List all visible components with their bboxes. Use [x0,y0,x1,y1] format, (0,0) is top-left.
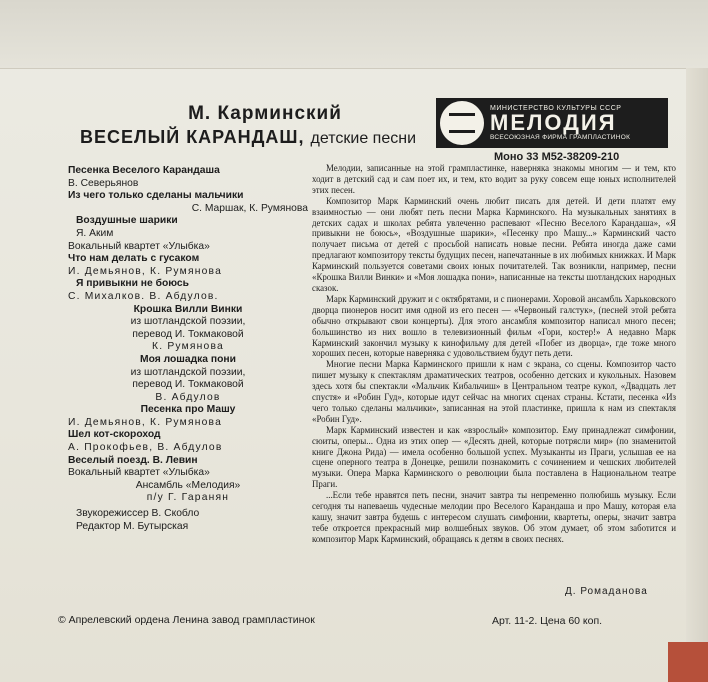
logo-brand: МЕЛОДИЯ [490,110,617,135]
track-credit: И. Демьянов, К. Румянова [68,265,223,277]
track-credit: С. Маршак, К. Румянова [191,202,308,214]
manufacturer-credit: © Апрелевский ордена Ленина завод грампластинок [58,614,315,626]
track-credit: И. Демьянов, К. Румянова [68,416,223,428]
logo-text [490,105,630,141]
performer-credit: Вокальный квартет «Улыбка» [68,467,210,479]
sleeve-corner [668,642,708,682]
composer-name: М. Карминский [188,103,342,124]
track-credit: А. Прокофьев, В. Абдулов [68,442,223,454]
liner-notes [312,163,676,545]
logo-ministry: МИНИСТЕРСТВО КУЛЬТУРЫ СССР [490,105,622,112]
liner-author: Д. Ромаданова [565,586,648,597]
track-credit: В. Северьянов [68,177,139,189]
liner-paragraph: Многие песни Марка Карминского пришли к нам с экрана, со сцены. Композитор часто пишет музыку к спектаклям драматических театров, особенно детских и кукольных. Назовем здесь хотя бы спектакли «Мальчик Кибальчиш» в Центральном театре кукол, «Двадцать лет спустя» и «Робин Гуд», которые идут сейчас на многих сценах страны. Кстати, песенка «Из чего только сделаны мальчики», записанная на этой пластинке, пришла к нам из спектакля «Робин Гуд». [312,359,676,424]
sleeve-top-edge [0,0,708,69]
catalog-number: Моно 33 М52-38209-210 [494,151,620,163]
track-credit: С. Михалков. В. Абдулов. [68,290,219,302]
track-credit: перевод И. Токмаковой [132,328,244,340]
album-subtitle: детские песни [310,130,417,147]
performer-credit: п/у Г. Гаранян [146,492,230,504]
price-label: Арт. 11-2. Цена 60 коп. [492,615,603,627]
track-title: Песенка Веселого Карандаша [68,165,220,176]
track-credit: К. Румянова [152,341,224,353]
track-title: Я привыкни не боюсь [76,278,189,290]
track-credit: из шотландской поэзии, [130,366,246,378]
melodiya-logo [436,98,668,148]
track-title: Шел кот-скороход [68,429,161,441]
liner-paragraph: Мелодии, записанные на этой грампластинке, наверняка знакомы многим — и тем, кто ходит в детский сад и сам поет их, и тем, кто водит за руку совсем еще юных исполнителей этих песен. [312,163,676,195]
performer-credit: Ансамбль «Мелодия» [135,479,241,491]
track-credit: В. Абдулов [155,391,221,403]
production-credit: Редактор М. Бутырская [76,520,189,532]
production-credit: Звукорежиссер В. Скобло [76,508,200,520]
track-credit: из шотландской поэзии, [130,316,246,328]
track-credit: перевод И. Токмаковой [132,379,244,391]
liner-paragraph: Марк Карминский известен и как «взрослый» композитор. Ему принадлежат симфонии, сюиты, оперы... Одна из этих опер — «Десять дней, которые потрясли мир» (по знаменитой книге Джона Рида) — имела особенно большой успех. Музыканты из Праги, услышав ее на сцене оперного театра в Донецке, решили познакомить с сочинением и чешских любителей музыки. Опера Марка Карминского о революции была поставлена в Национальном театре Праги. [312,424,676,490]
track-title: Песенка про Машу [140,404,236,416]
track-title: Крошка Вилли Винки [133,303,243,315]
track-title: Что нам делать с гусаком [68,253,200,265]
track-title: Моя лошадка пони [140,353,236,365]
liner-paragraph: Композитор Марк Карминский очень любит писать для детей. И дети платят ему взаимностью — они любят петь песни Марка Карминского. На музыкальных занятиях в детских садах и школах ребята увлеченно распевают «Песню Веселого Карандаша», «Я привыкни не боюсь», «Воздушные шарики», «Песенку про Машу...» Карминский часто получает письма от детей с просьбой написать новые песни. Ребята иногда даже сами предлагают композитору тексты будущих песен, напечатанные в их любимых книжках. И Марк Карминский пользуется советами своих юных почитателей. Так возникли, например, песни «Крошка Вилли Винки» и «Моя лошадка пони», написанные на тексты шотландских народных сказок. [312,195,676,293]
sleeve-right-edge [686,68,708,682]
liner-paragraph: Марк Карминский дружит и с октябрятами, и с пионерами. Хоровой ансамбль Харьковского дворца пионеров носит имя одной из его песен — «Червоный галстук», (песней этой ребята обычно открывают свои концерты). Для этого ансамбля композитор написал много песен; большинство из них вошло в телевизионный фильм «Гори, костер!» А недавно Марк Карминский закончил музыку к кинофильму для детей «Побег из дворца», где тоже много хороших песен, которые наверняка с удовольствием будут петь дети. [312,293,676,359]
track-title: Из чего только сделаны мальчики [68,190,244,202]
album-title [80,127,440,148]
track-title: Воздушные шарики [76,215,178,227]
track-credit: Я. Аким [76,227,114,239]
album-title-main: ВЕСЕЛЫЙ КАРАНДАШ, [80,127,305,147]
logo-firm: ВСЕСОЮЗНАЯ ФИРМА ГРАМПЛАСТИНОК [490,134,631,141]
melodiya-emblem-icon [440,101,484,145]
track-list [68,165,308,533]
performer-credit: Вокальный квартет «Улыбка» [68,240,210,252]
liner-paragraph: ...Если тебе нравятся петь песни, значит завтра ты непременно полюбишь музыку. Если сегодня ты напеваешь чудесные мелодии про Веселого Карандаша и про Машу, которая ела кашу, значит завтра будешь с интересом слушать симфонии, квартеты, оперы, значит завтра тебе откроется прекрасный мир волшебных звуков. Об этом думает, об этом заботится и композитор Марк Карминский, обращаясь к детям в своих песнях. [312,490,676,544]
track-title: Веселый поезд. В. Левин [68,454,198,466]
